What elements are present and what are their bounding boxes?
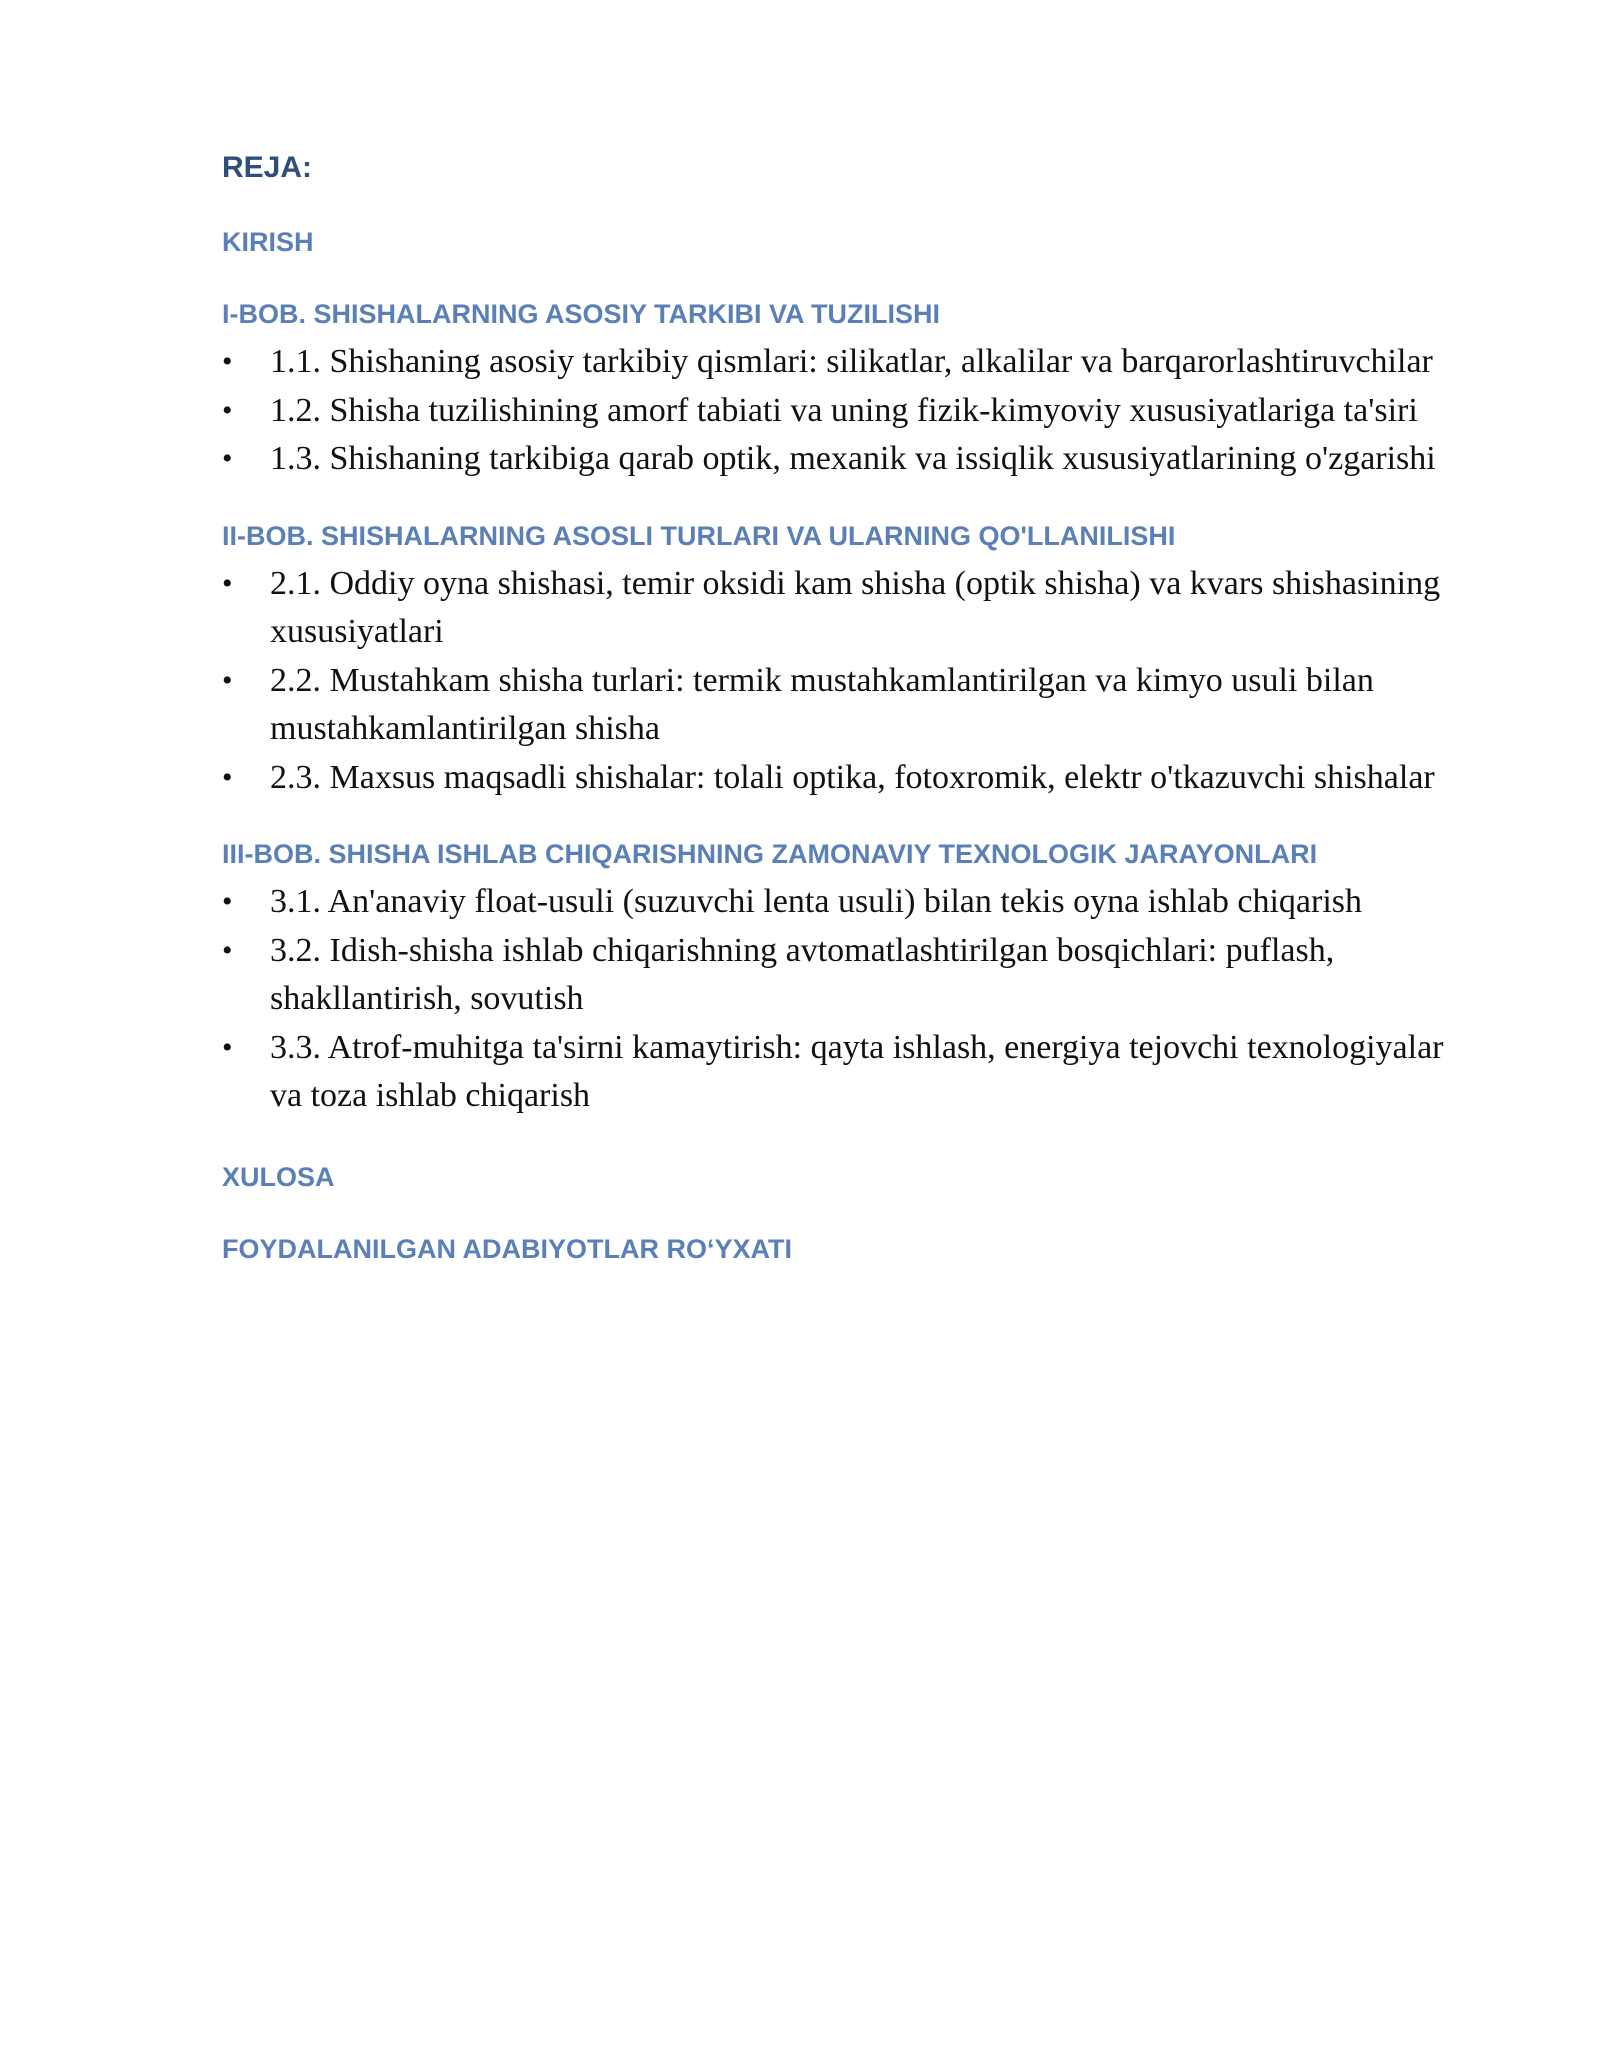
list-item-text: 2.3. Maxsus maqsadli shishalar: tolali optika, fotoxromik, elektr o'tkazuvchi shishalar xyxy=(270,758,1435,796)
list-item-text: 3.3. Atrof-muhitga ta'sirni kamaytirish: qayta ishlash, energiya tejovchi texnologiyalar va toza ishlab chiqarish xyxy=(270,1028,1444,1114)
list-item-text: 2.2. Mustahkam shisha turlari: termik mustahkamlantirilgan va kimyo usuli bilan mustahkamlantirilgan shisha xyxy=(270,661,1374,747)
bullet-icon: • xyxy=(222,760,233,794)
list-item-text: 2.1. Oddiy oyna shishasi, temir oksidi kam shisha (optik shisha) va kvars shishasining xususiyatlari xyxy=(270,564,1441,650)
bullet-icon: • xyxy=(222,345,233,378)
document-page xyxy=(222,148,1462,1267)
list-item xyxy=(222,878,1462,927)
list-item xyxy=(222,657,1462,754)
chapter-2-heading: II-BOB. SHISHALARNING ASOSLI TURLARI VA ULARNING QO'LLANILISHI xyxy=(222,520,1176,551)
list-item xyxy=(222,1024,1462,1121)
chapter-3-list xyxy=(222,878,1462,1121)
list-item xyxy=(222,754,1462,803)
bullet-icon: • xyxy=(222,442,233,475)
list-item xyxy=(222,387,1462,436)
conclusion-heading: XULOSA xyxy=(222,1161,335,1192)
list-item-text: 1.3. Shishaning tarkibiga qarab optik, mexanik va issiqlik xususiyatlarining o'zgarishi xyxy=(270,440,1436,477)
chapter-2-list xyxy=(222,560,1462,803)
chapter-1-list xyxy=(222,338,1462,484)
list-item xyxy=(222,560,1462,657)
list-item-text: 3.2. Idish-shisha ishlab chiqarishning avtomatlashtirilgan bosqichlari: puflash, shakllantirish, sovutish xyxy=(270,931,1335,1017)
list-item xyxy=(222,338,1462,387)
list-item-text: 1.1. Shishaning asosiy tarkibiy qismlari: silikatlar, alkalilar va barqarorlashtiruvchilar xyxy=(270,343,1433,380)
chapter-3-heading: III-BOB. SHISHA ISHLAB CHIQARISHNING ZAMONAVIY TEXNOLOGIK JARAYONLARI xyxy=(222,839,1318,869)
chapter-1-heading: I-BOB. SHISHALARNING ASOSIY TARKIBI VA TUZILISHI xyxy=(222,299,941,329)
bullet-icon: • xyxy=(222,1030,233,1064)
list-item-text: 3.1. An'anaviy float-usuli (suzuvchi lenta usuli) bilan tekis oyna ishlab chiqarish xyxy=(270,883,1363,920)
bullet-icon: • xyxy=(222,885,233,918)
list-item xyxy=(222,927,1462,1024)
bullet-icon: • xyxy=(222,663,233,697)
intro-heading: KIRISH xyxy=(222,227,314,257)
references-heading: FOYDALANILGAN ADABIYOTLAR RO‘YXATI xyxy=(222,1233,792,1264)
list-item xyxy=(222,435,1462,484)
bullet-icon: • xyxy=(222,393,233,427)
list-item-text: 1.2. Shisha tuzilishining amorf tabiati va uning fizik-kimyoviy xususiyatlariga ta'siri xyxy=(270,391,1418,429)
bullet-icon: • xyxy=(222,566,233,600)
bullet-icon: • xyxy=(222,933,233,967)
page-title: REJA: xyxy=(222,151,313,184)
